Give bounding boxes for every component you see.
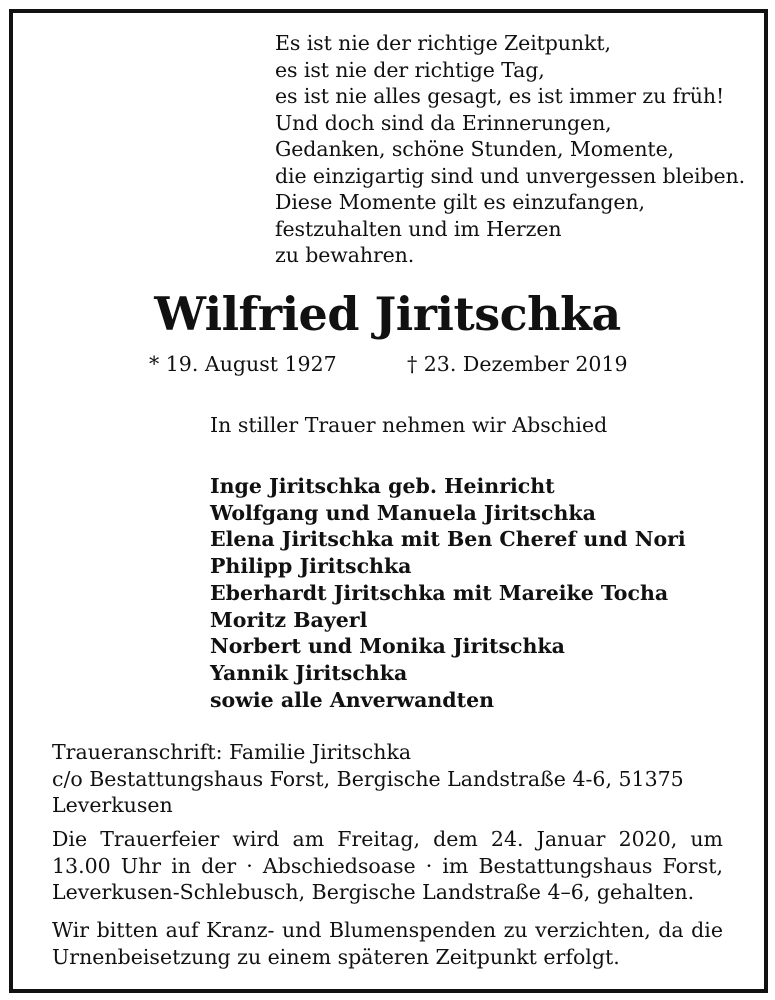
poem-line: es ist nie der richtige Tag, — [275, 57, 545, 82]
poem-line: Es ist nie der richtige Zeitpunkt, — [275, 31, 611, 55]
ceremony-notice: Die Trauerfeier wird am Freitag, dem 24. Januar 2020, um 13.00 Uhr in der · Abschiedsoase · im Bestattungshaus Forst, Leverkusen-Schlebusch, Bergische Landstraße 4–6, gehalten. — [52, 827, 723, 904]
birth-date: * 19. August 1927 — [149, 352, 337, 376]
poem-line: es ist nie alles gesagt, es ist immer zu früh! — [275, 84, 725, 108]
address-line: Traueranschrift: Familie Jiritschka — [52, 740, 412, 764]
mourner: Yannik Jiritschka — [210, 660, 408, 685]
mourning-address — [52, 739, 723, 819]
mourner: Inge Jiritschka geb. Heinricht — [210, 474, 555, 498]
death-date: † 23. Dezember 2019 — [407, 352, 628, 376]
mourner: Moritz Bayerl — [210, 607, 368, 632]
poem-line: Gedanken, schöne Stunden, Momente, — [275, 137, 675, 161]
poem-line: die einzigartig sind und unvergessen bleiben. — [275, 163, 746, 188]
mourning-intro: In stiller Trauer nehmen wir Abschied — [210, 413, 608, 437]
poem-line: Und doch sind da Erinnerungen, — [275, 110, 612, 135]
mourner: Norbert und Monika Jiritschka — [210, 634, 565, 659]
mourners-list — [210, 473, 686, 713]
poem-line: Diese Momente gilt es einzufangen, — [275, 190, 645, 214]
deceased-name: Wilfried Jiritschka — [154, 287, 621, 341]
address-line: Leverkusen — [52, 793, 173, 817]
poem — [275, 30, 745, 269]
mourner: Elena Jiritschka mit Ben Cheref und Nori — [210, 527, 686, 552]
poem-line: festzuhalten und im Herzen — [275, 216, 562, 241]
address-line: c/o Bestattungshaus Forst, Bergische Landstraße 4-6, 51375 — [52, 766, 684, 791]
donation-request: Wir bitten auf Kranz- und Blumenspenden zu verzichten, da die Urnenbeisetzung zu einem späteren Zeitpunkt erfolgt. — [52, 918, 723, 969]
poem-line: zu bewahren. — [275, 243, 415, 267]
mourner: Eberhardt Jiritschka mit Mareike Tocha — [210, 580, 669, 605]
mourner: Wolfgang und Manuela Jiritschka — [210, 500, 596, 525]
mourner: Philipp Jiritschka — [210, 554, 412, 579]
mourner: sowie alle Anverwandten — [210, 687, 495, 712]
